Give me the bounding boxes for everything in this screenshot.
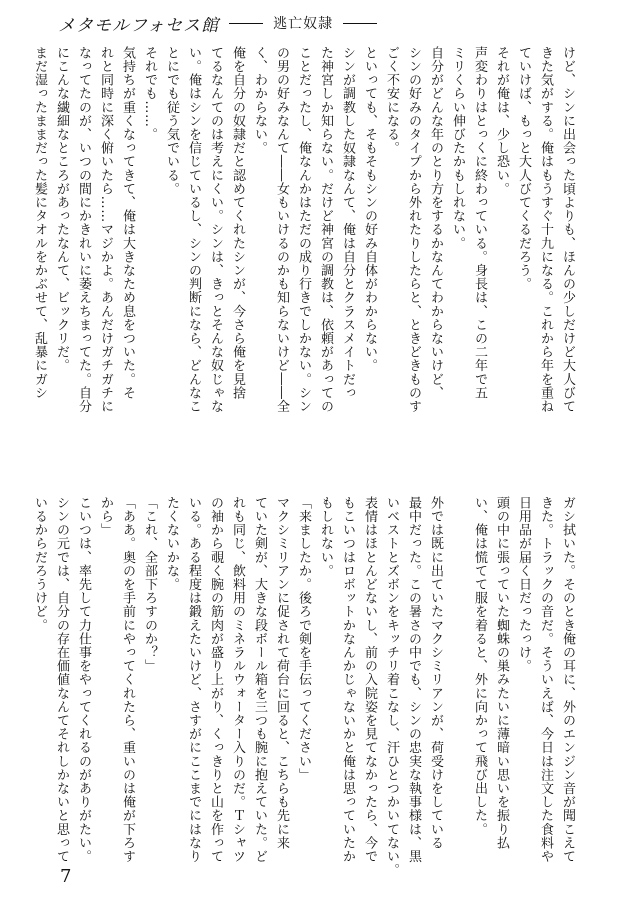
text-line: とにでも従う気でいる。 [164, 46, 179, 196]
text-line: 最中だった。この暑さの中でも、シンの忠実な執事様は、黒 [406, 496, 421, 864]
text-line: といっても、そもそもシンの好み自体がわからない。 [362, 46, 377, 373]
text-line: たくないかな。 [164, 496, 179, 592]
text-line: にこんな繊細なところがあったなんて、ビックリだ。 [54, 46, 69, 373]
text-line: もしれない。 [318, 496, 333, 578]
text-line: から」 [98, 496, 113, 537]
text-line: 「これ、全部下ろすのか？」 [142, 496, 157, 673]
text-line: 「来ましたか。後ろで剣を手伝ってください」 [296, 496, 311, 782]
text-line: いるからだろうけど。 [32, 496, 47, 632]
text-line: 「ああ。奥のを手前にやってくれたら、重いのは俺が下ろす [120, 496, 135, 864]
text-line: シンの好みのタイプから外れたりしたらと、ときどきものす [406, 46, 421, 414]
text-line: れも同じ、飲料用のミネラルウォーター入りのだ。Ｔシャツ [230, 496, 245, 864]
text-line: い。俺はシンを信じているし、シンの判断になら、どんなこ [186, 46, 201, 414]
chapter-title: 逃亡奴隷 [273, 16, 334, 32]
text-line: けど、シンに出会った頃よりも、ほんの少しだけど大人びて [560, 46, 575, 414]
text-line: の袖から覗く腕の筋肉が盛り上がり、くっきりと山を作って [208, 496, 223, 864]
text-line: それでも……。 [142, 46, 157, 142]
text-line: ていけば、もっと大人びてくるだろう。 [516, 46, 531, 291]
running-header [58, 10, 558, 36]
text-line: なってたのが、いつの間にかきれいに萎えちまってた。自分 [76, 46, 91, 414]
text-line: もこいつはロボットかなんかじゃないかと俺は思っていたか [340, 496, 355, 864]
text-line: の男の好みなんて――女もいけるのかも知らないけど――全 [274, 46, 289, 414]
text-line: きた気がする。俺はもうすぐ十九になる。これから年を重ね [538, 46, 553, 414]
text-line: い、俺は慌てて服を着ると、外に向かって飛び出した。 [472, 496, 487, 836]
header-rule-left [229, 23, 263, 24]
page-number: 7 [60, 866, 72, 887]
text-block-top [32, 46, 578, 456]
text-line: ガシ拭いた。そのとき俺の耳に、外のエンジン音が聞こえて [560, 496, 575, 864]
text-line: 日用品が届く日だったっけ。 [516, 496, 531, 673]
text-block-bottom [32, 496, 578, 877]
text-line: シンが調教した奴隷なんて、俺は自分とクラスメイトだっ [340, 46, 355, 400]
text-line: マクシミリアンに促されて荷台に回ると、こちらも先に来 [274, 496, 289, 850]
text-line: いる。ある程度は鍛えたいけど、さすがにここまでにはなり [186, 496, 201, 864]
text-line: た神宮しか知らない。だけど神宮の調教は、依頼があっての [318, 46, 333, 414]
text-line: こいつは、率先して力仕事をやってくれるのがありがたい。 [76, 496, 91, 864]
text-line: 俺を自分の奴隷だと認めてくれたシンが、今さら俺を見捨 [230, 46, 245, 400]
book-title: メタモルフォセス館 [58, 15, 220, 36]
text-line: いベストとズボンをキッチリ着こなし、汗ひとつかいてない。 [384, 496, 399, 877]
text-line: 外では既に出ていたマクシミリアンが、荷受けをしている [428, 496, 443, 850]
text-line: それが俺は、少し恐い。 [494, 46, 509, 196]
text-line: 気持ちが重くなってきて、俺は大きなため息をついた。そ [120, 46, 135, 400]
text-line: 表情はほとんどないし、前の入院姿を見てなかったら、今で [362, 496, 377, 864]
text-line: く、わからない。 [252, 46, 267, 155]
text-line: きた。トラックの音だ。そういえば、今日は注文した食料や [538, 496, 553, 864]
header-rule-right [343, 23, 377, 24]
text-line: ことだったし、俺なんかはただの成り行きでしかない。シン [296, 46, 311, 414]
text-line: れと同時に深く俯いたら……マジかよ。あんだけガチガチに [98, 46, 113, 414]
text-line: 頭の中に張っていた蜘蛛の巣みたいに薄暗い思いを振り払 [494, 496, 509, 850]
text-line: ミリくらい伸びたかもしれない。 [450, 46, 465, 250]
text-line: ごく不安になる。 [384, 46, 399, 155]
text-line: ていた剣が、大きな段ボール箱を三つも腕に抱えていた。ど [252, 496, 267, 864]
text-line: てるなんてのは考えにくい。シンは、きっとそんな奴じゃな [208, 46, 223, 414]
text-line: 自分がどんな年のとり方をするかなんてわからないけど、 [428, 46, 443, 400]
text-line: シンの元では、自分の存在価値なんてそれしかないと思って [54, 496, 69, 864]
text-line: まだ湿ったままだった髪にタオルをかぶせて、乱暴にガシ [32, 46, 47, 400]
text-line: 声変わりはとっくに終わっている。身長は、この二年で五 [472, 46, 487, 400]
